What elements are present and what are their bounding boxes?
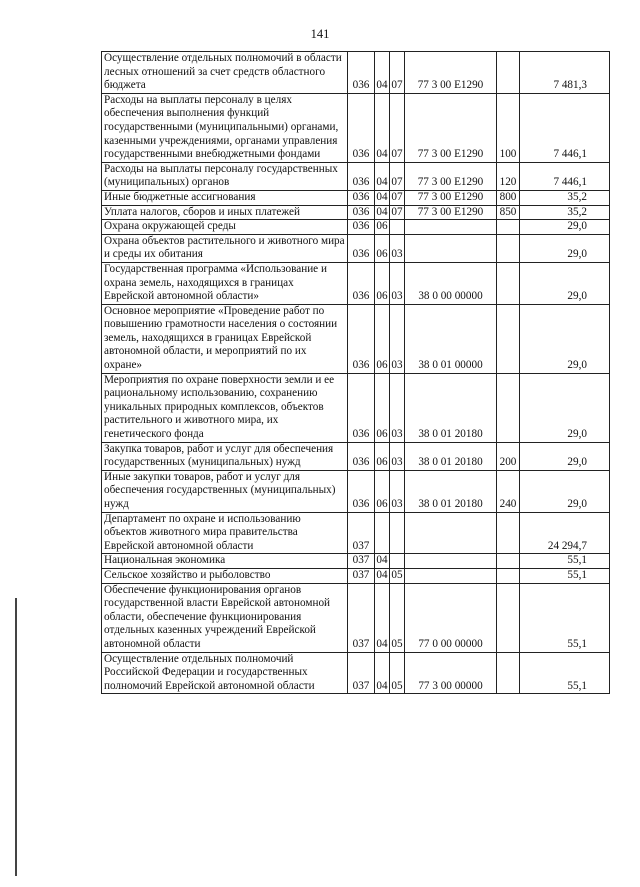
row-name: Закупка товаров, работ и услуг для обеспечения государственных (муниципальных) нужд	[102, 442, 348, 470]
row-name: Сельское хозяйство и рыболовство	[102, 568, 348, 583]
target-article-code: 38 0 01 20180	[405, 373, 497, 442]
subsection-code	[390, 512, 405, 554]
amount: 29,0	[520, 470, 610, 512]
target-article-code	[405, 554, 497, 569]
row-name: Мероприятия по охране поверхности земли и ее рациональному использованию, сохранению уникальных природных комплексов, объектов растительного и животного мира, их генетического фонда	[102, 373, 348, 442]
expense-type-code	[497, 220, 520, 235]
row-name: Уплата налогов, сборов и иных платежей	[102, 205, 348, 220]
section-code: 04	[375, 583, 390, 652]
subsection-code: 03	[390, 262, 405, 304]
row-name: Осуществление отдельных полномочий в области лесных отношений за счет средств областного бюджета	[102, 52, 348, 94]
ministry-code: 036	[348, 373, 375, 442]
row-name: Национальная экономика	[102, 554, 348, 569]
expense-type-code: 850	[497, 205, 520, 220]
row-name: Иные бюджетные ассигнования	[102, 190, 348, 205]
row-name: Обеспечение функционирования органов государственной власти Еврейской автономной области, обеспечение функционирования отдельных казенных учреждений Еврейской автономной области	[102, 583, 348, 652]
expense-type-code	[497, 262, 520, 304]
subsection-code: 03	[390, 304, 405, 373]
amount: 7 481,3	[520, 52, 610, 94]
section-code: 06	[375, 262, 390, 304]
amount: 29,0	[520, 304, 610, 373]
subsection-code: 07	[390, 93, 405, 162]
ministry-code: 036	[348, 442, 375, 470]
amount: 55,1	[520, 568, 610, 583]
table-row	[102, 205, 610, 220]
target-article-code	[405, 512, 497, 554]
expense-type-code: 200	[497, 442, 520, 470]
subsection-code: 03	[390, 373, 405, 442]
table-row	[102, 52, 610, 94]
section-code: 06	[375, 220, 390, 235]
subsection-code: 03	[390, 470, 405, 512]
target-article-code: 38 0 01 00000	[405, 304, 497, 373]
amount: 7 446,1	[520, 93, 610, 162]
subsection-code: 07	[390, 190, 405, 205]
section-code: 04	[375, 554, 390, 569]
target-article-code: 77 3 00 E1290	[405, 205, 497, 220]
target-article-code: 77 3 00 E1290	[405, 52, 497, 94]
section-code: 06	[375, 442, 390, 470]
subsection-code: 05	[390, 568, 405, 583]
ministry-code: 036	[348, 470, 375, 512]
section-code: 06	[375, 470, 390, 512]
ministry-code: 036	[348, 205, 375, 220]
amount: 29,0	[520, 234, 610, 262]
amount: 24 294,7	[520, 512, 610, 554]
ministry-code: 036	[348, 234, 375, 262]
section-code	[375, 512, 390, 554]
expense-type-code: 100	[497, 93, 520, 162]
row-name: Иные закупки товаров, работ и услуг для обеспечения государственных (муниципальных) нужд	[102, 470, 348, 512]
row-name: Государственная программа «Использование и охрана земель, находящихся в границах Еврейской автономной области»	[102, 262, 348, 304]
table-row	[102, 304, 610, 373]
target-article-code	[405, 234, 497, 262]
subsection-code: 03	[390, 234, 405, 262]
target-article-code: 77 3 00 E1290	[405, 190, 497, 205]
table-row	[102, 652, 610, 694]
section-code: 04	[375, 52, 390, 94]
section-code: 04	[375, 190, 390, 205]
ministry-code: 036	[348, 262, 375, 304]
subsection-code: 07	[390, 52, 405, 94]
subsection-code: 07	[390, 162, 405, 190]
amount: 55,1	[520, 554, 610, 569]
table-row	[102, 554, 610, 569]
table-row	[102, 262, 610, 304]
row-name: Осуществление отдельных полномочий Российской Федерации и государственных полномочий Еврейской автономной области	[102, 652, 348, 694]
amount: 55,1	[520, 652, 610, 694]
expense-type-code	[497, 568, 520, 583]
target-article-code: 38 0 01 20180	[405, 470, 497, 512]
ministry-code: 036	[348, 93, 375, 162]
expense-type-code	[497, 234, 520, 262]
target-article-code	[405, 220, 497, 235]
expense-type-code	[497, 512, 520, 554]
table-row	[102, 583, 610, 652]
section-code: 04	[375, 162, 390, 190]
ministry-code: 036	[348, 304, 375, 373]
table-row	[102, 234, 610, 262]
subsection-code	[390, 220, 405, 235]
ministry-code: 037	[348, 652, 375, 694]
row-name: Департамент по охране и использованию объектов животного мира правительства Еврейской автономной области	[102, 512, 348, 554]
subsection-code: 07	[390, 205, 405, 220]
section-code: 06	[375, 304, 390, 373]
expense-type-code	[497, 554, 520, 569]
row-name: Основное мероприятие «Проведение работ по повышению грамотности населения о состоянии земель, находящихся в границах Еврейской автономной области, и мероприятий по их охране»	[102, 304, 348, 373]
table-row	[102, 568, 610, 583]
row-name: Охрана объектов растительного и животного мира и среды их обитания	[102, 234, 348, 262]
ministry-code: 037	[348, 583, 375, 652]
ministry-code: 037	[348, 512, 375, 554]
subsection-code	[390, 554, 405, 569]
table-row	[102, 512, 610, 554]
amount: 7 446,1	[520, 162, 610, 190]
ministry-code: 037	[348, 568, 375, 583]
section-code: 06	[375, 234, 390, 262]
expense-type-code	[497, 373, 520, 442]
amount: 55,1	[520, 583, 610, 652]
subsection-code: 03	[390, 442, 405, 470]
ministry-code: 037	[348, 554, 375, 569]
ministry-code: 036	[348, 162, 375, 190]
scan-edge-line	[15, 598, 17, 876]
target-article-code: 77 3 00 E1290	[405, 93, 497, 162]
expense-type-code	[497, 52, 520, 94]
ministry-code: 036	[348, 52, 375, 94]
ministry-code: 036	[348, 220, 375, 235]
expense-type-code	[497, 304, 520, 373]
section-code: 06	[375, 373, 390, 442]
target-article-code	[405, 568, 497, 583]
table-row	[102, 373, 610, 442]
table-row	[102, 220, 610, 235]
table-row	[102, 190, 610, 205]
expense-type-code	[497, 583, 520, 652]
target-article-code: 77 3 00 00000	[405, 652, 497, 694]
row-name: Расходы на выплаты персоналу государственных (муниципальных) органов	[102, 162, 348, 190]
section-code: 04	[375, 568, 390, 583]
table-row	[102, 93, 610, 162]
expense-type-code	[497, 652, 520, 694]
target-article-code: 38 0 00 00000	[405, 262, 497, 304]
target-article-code: 38 0 01 20180	[405, 442, 497, 470]
ministry-code: 036	[348, 190, 375, 205]
amount: 35,2	[520, 190, 610, 205]
expense-type-code: 240	[497, 470, 520, 512]
table-row	[102, 470, 610, 512]
expense-type-code: 120	[497, 162, 520, 190]
section-code: 04	[375, 93, 390, 162]
page-number: 141	[310, 27, 330, 41]
section-code: 04	[375, 652, 390, 694]
amount: 35,2	[520, 205, 610, 220]
table-row	[102, 442, 610, 470]
section-code: 04	[375, 205, 390, 220]
amount: 29,0	[520, 220, 610, 235]
amount: 29,0	[520, 373, 610, 442]
subsection-code: 05	[390, 583, 405, 652]
budget-table	[101, 51, 610, 694]
subsection-code: 05	[390, 652, 405, 694]
expense-type-code: 800	[497, 190, 520, 205]
table-row	[102, 162, 610, 190]
amount: 29,0	[520, 262, 610, 304]
target-article-code: 77 0 00 00000	[405, 583, 497, 652]
amount: 29,0	[520, 442, 610, 470]
target-article-code: 77 3 00 E1290	[405, 162, 497, 190]
row-name: Расходы на выплаты персоналу в целях обеспечения выполнения функций государственными (муниципальными) органами, казенными учреждениями, органами управления государственными внебюджетными фондами	[102, 93, 348, 162]
row-name: Охрана окружающей среды	[102, 220, 348, 235]
